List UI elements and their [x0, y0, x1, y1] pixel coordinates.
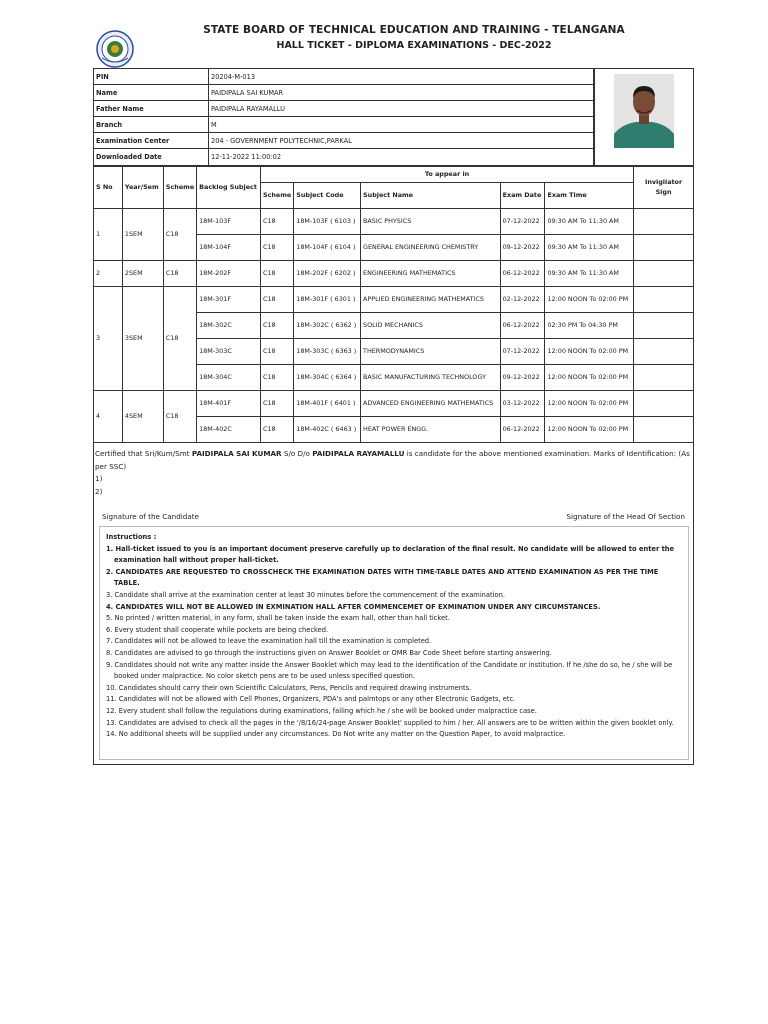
backlog-cell: 18M-301F: [197, 287, 261, 313]
exam-date-cell: 09-12-2022: [500, 235, 545, 261]
sbtet-seal-logo: [96, 30, 134, 68]
name-value: PAIDIPALA SAI KUMAR: [209, 85, 594, 101]
exam-date-cell: 07-12-2022: [500, 209, 545, 235]
identification-mark-2: 2): [95, 486, 103, 496]
invigilator-sign-cell: [634, 417, 694, 443]
instruction-item: 8. Candidates are advised to go through the instructions given on Answer Booklet or OMR Bar Code Sheet before starting answering.: [106, 648, 552, 657]
table-row: [94, 209, 694, 235]
info-row: [94, 117, 594, 133]
instructions-title: Instructions :: [106, 533, 157, 541]
backlog-cell: 18M-303C: [197, 339, 261, 365]
sem-cell: 2SEM: [122, 261, 163, 287]
instruction-item: 11. Candidates will not be allowed with Cell Phones, Organizers, PDA's and palmtops or any other Electronic Gadgets, etc.: [106, 695, 516, 704]
instruction-item: 4. CANDIDATES WILL NOT BE ALLOWED IN EXMINATION HALL AFTER COMMENCEMET OF EXMINATION UNDER ANY CIRCUMSTANCES.: [106, 602, 601, 611]
instructions-list: [106, 544, 682, 741]
scheme-appear-cell: C18: [260, 261, 293, 287]
candidate-info-table: [93, 68, 594, 166]
subject-code-cell: 18M-401F ( 6401 ): [294, 391, 361, 417]
scheme-cell: C18: [163, 391, 196, 443]
scheme-appear-cell: C18: [260, 313, 293, 339]
cert-candidate-name: PAIDIPALA SAI KUMAR: [191, 449, 282, 458]
col-yearsem: Year/Sem: [122, 167, 163, 209]
exam-time-cell: 09:30 AM To 11:30 AM: [545, 235, 634, 261]
cert-father-name: PAIDIPALA RAYAMALLU: [312, 449, 405, 458]
info-row: [94, 101, 594, 117]
col-subject-name: Subject Name: [361, 183, 501, 209]
invigilator-sign-cell: [634, 339, 694, 365]
info-label: Downloaded Date: [94, 149, 209, 165]
subject-code-cell: 18M-302C ( 6362 ): [294, 313, 361, 339]
table-row: [94, 287, 694, 313]
subject-code-cell: 18M-402C ( 6463 ): [294, 417, 361, 443]
subject-code-cell: 18M-304C ( 6364 ): [294, 365, 361, 391]
instruction-item: 14. No additional sheets will be supplied under any circumstances. Do Not write any matter on the Question Paper, to avoid malpractice.: [106, 730, 566, 739]
info-label: Name: [94, 85, 209, 101]
info-label: Father Name: [94, 101, 209, 117]
col-scheme-appear: Scheme: [260, 183, 293, 209]
table-header-row: [94, 167, 694, 183]
candidate-photo: [594, 68, 694, 166]
instruction-item: 5. No printed / written material, in any form, shall be taken inside the exam hall, other than hall ticket.: [106, 614, 450, 623]
info-label: Branch: [94, 117, 209, 133]
subject-code-cell: 18M-301F ( 6301 ): [294, 287, 361, 313]
exam-center-value: 204 - GOVERNMENT POLYTECHNIC,PARKAL: [209, 133, 594, 149]
sno-cell: 2: [94, 261, 123, 287]
instruction-item: 7. Candidates will not be allowed to leave the examination hall till the examination is completed.: [106, 637, 432, 646]
invigilator-sign-cell: [634, 313, 694, 339]
exam-time-cell: 12:00 NOON To 02:00 PM: [545, 391, 634, 417]
cert-suffix: is candidate for the above mentioned examination. Marks of Identification: (As per SSC): [95, 449, 690, 471]
scheme-appear-cell: C18: [260, 365, 293, 391]
info-row: [94, 85, 594, 101]
scheme-appear-cell: C18: [260, 209, 293, 235]
subject-name-cell: ADVANCED ENGINEERING MATHEMATICS: [361, 391, 501, 417]
info-label: Examination Center: [94, 133, 209, 149]
scheme-appear-cell: C18: [260, 417, 293, 443]
exam-time-cell: 12:00 NOON To 02:00 PM: [545, 339, 634, 365]
scheme-appear-cell: C18: [260, 391, 293, 417]
instruction-item: 10. Candidates should carry their own Scientific Calculators, Pens, Pencils and required drawing instruments.: [106, 683, 472, 692]
downloaded-date-value: 12-11-2022 11:00:02: [209, 149, 594, 165]
invigilator-sign-cell: [634, 235, 694, 261]
exam-time-cell: 12:00 NOON To 02:00 PM: [545, 365, 634, 391]
col-exam-date: Exam Date: [500, 183, 545, 209]
table-row: [94, 261, 694, 287]
col-sno: S No: [94, 167, 123, 209]
cert-middle: S/o D/o: [283, 449, 310, 458]
backlog-cell: 18M-304C: [197, 365, 261, 391]
exam-date-cell: 03-12-2022: [500, 391, 545, 417]
exam-date-cell: 07-12-2022: [500, 339, 545, 365]
candidate-signature-label: Signature of the Candidate: [102, 512, 199, 521]
subject-name-cell: SOLID MECHANICS: [361, 313, 501, 339]
info-label: PIN: [94, 69, 209, 85]
instruction-item: 13. Candidates are advised to check all the pages in the '/8/16/24-page Answer Booklet' supplied to him / her. All answers are to be written within the given booklet only.: [106, 718, 674, 727]
subject-name-cell: ENGINEERING MATHEMATICS: [361, 261, 501, 287]
sno-cell: 4: [94, 391, 123, 443]
info-row: [94, 149, 594, 165]
invigilator-sign-cell: [634, 287, 694, 313]
certificate-statement: [95, 448, 691, 498]
exam-time-cell: 09:30 AM To 11:30 AM: [545, 209, 634, 235]
branch-value: M: [209, 117, 594, 133]
exam-schedule-table: [93, 166, 694, 443]
exam-date-cell: 06-12-2022: [500, 417, 545, 443]
subject-code-cell: 18M-303C ( 6363 ): [294, 339, 361, 365]
sem-cell: 3SEM: [122, 287, 163, 391]
col-backlog: Backlog Subject: [197, 167, 261, 209]
sem-cell: 4SEM: [122, 391, 163, 443]
col-scheme: Scheme: [163, 167, 196, 209]
instruction-item: 1. Hall-ticket issued to you is an important document preserve carefully up to declaration of the final result. No candidate will be allowed to enter the examination hall without proper hall-ticket.: [106, 544, 675, 565]
invigilator-sign-cell: [634, 209, 694, 235]
subject-name-cell: BASIC MANUFACTURING TECHNOLOGY: [361, 365, 501, 391]
sem-cell: 1SEM: [122, 209, 163, 261]
exam-time-cell: 12:00 NOON To 02:00 PM: [545, 417, 634, 443]
backlog-cell: 18M-302C: [197, 313, 261, 339]
board-title: STATE BOARD OF TECHNICAL EDUCATION AND TRAINING - TELANGANA: [203, 24, 625, 36]
cert-prefix: Certified that Sri/Kum/Smt: [95, 449, 190, 458]
exam-date-cell: 06-12-2022: [500, 261, 545, 287]
instruction-item: 9. Candidates should not write any matter inside the Answer Booklet which may lead to the identification of the Candidate or institution. If he /she do so, he / she will be booked under malpractice. No color sketch pens are to be used unless specified question.: [106, 660, 673, 681]
col-exam-time: Exam Time: [545, 183, 634, 209]
invigilator-sign-cell: [634, 391, 694, 417]
subject-name-cell: GENERAL ENGINEERING CHEMISTRY: [361, 235, 501, 261]
subject-name-cell: THERMODYNAMICS: [361, 339, 501, 365]
scheme-cell: C18: [163, 209, 196, 261]
invigilator-sign-cell: [634, 365, 694, 391]
backlog-cell: 18M-202F: [197, 261, 261, 287]
invigilator-sign-cell: [634, 261, 694, 287]
info-row: [94, 69, 594, 85]
exam-time-cell: 12:00 NOON To 02:00 PM: [545, 287, 634, 313]
exam-date-cell: 06-12-2022: [500, 313, 545, 339]
exam-date-cell: 02-12-2022: [500, 287, 545, 313]
scheme-cell: C18: [163, 261, 196, 287]
exam-time-cell: 02:30 PM To 04:30 PM: [545, 313, 634, 339]
identification-mark-1: 1): [95, 474, 103, 483]
subject-code-cell: 18M-104F ( 6104 ): [294, 235, 361, 261]
col-subject-code: Subject Code: [294, 183, 361, 209]
father-name-value: PAIDIPALA RAYAMALLU: [209, 101, 594, 117]
instructions-box: [99, 526, 689, 760]
instruction-item: 6. Every student shall cooperate while pockets are being checked.: [106, 625, 329, 634]
instruction-item: 12. Every student shall follow the regulations during examinations, failing which he / she will be booked under malpractice case.: [106, 706, 537, 715]
subject-name-cell: APPLIED ENGINEERING MATHEMATICS: [361, 287, 501, 313]
scheme-appear-cell: C18: [260, 235, 293, 261]
head-signature-label: Signature of the Head Of Section: [566, 512, 685, 521]
col-to-appear-in: To appear in: [260, 167, 633, 183]
table-row: [94, 391, 694, 417]
subject-code-cell: 18M-202F ( 6202 ): [294, 261, 361, 287]
backlog-cell: 18M-104F: [197, 235, 261, 261]
backlog-cell: 18M-402C: [197, 417, 261, 443]
subject-name-cell: HEAT POWER ENGG.: [361, 417, 501, 443]
info-row: [94, 133, 594, 149]
scheme-appear-cell: C18: [260, 339, 293, 365]
pin-value: 20204-M-013: [209, 69, 594, 85]
instruction-item: 2. CANDIDATES ARE REQUESTED TO CROSSCHECK THE EXAMINATION DATES WITH TIME-TABLE DATES AND ATTEND EXAMINATION AS PER THE TIME TABLE.: [106, 567, 659, 588]
scheme-cell: C18: [163, 287, 196, 391]
hall-ticket-subtitle: HALL TICKET - DIPLOMA EXAMINATIONS - DEC-2022: [276, 40, 552, 51]
scheme-appear-cell: C18: [260, 287, 293, 313]
col-invigilator: Invigilator Sign: [634, 167, 694, 209]
candidate-photo-image: [614, 74, 674, 148]
subject-code-cell: 18M-103F ( 6103 ): [294, 209, 361, 235]
instruction-item: 3. Candidate shall arrive at the examination center at least 30 minutes before the commencement of the examination.: [106, 590, 505, 599]
exam-date-cell: 09-12-2022: [500, 365, 545, 391]
sno-cell: 1: [94, 209, 123, 261]
backlog-cell: 18M-401F: [197, 391, 261, 417]
exam-time-cell: 09:30 AM To 11:30 AM: [545, 261, 634, 287]
backlog-cell: 18M-103F: [197, 209, 261, 235]
sno-cell: 3: [94, 287, 123, 391]
subject-name-cell: BASIC PHYSICS: [361, 209, 501, 235]
